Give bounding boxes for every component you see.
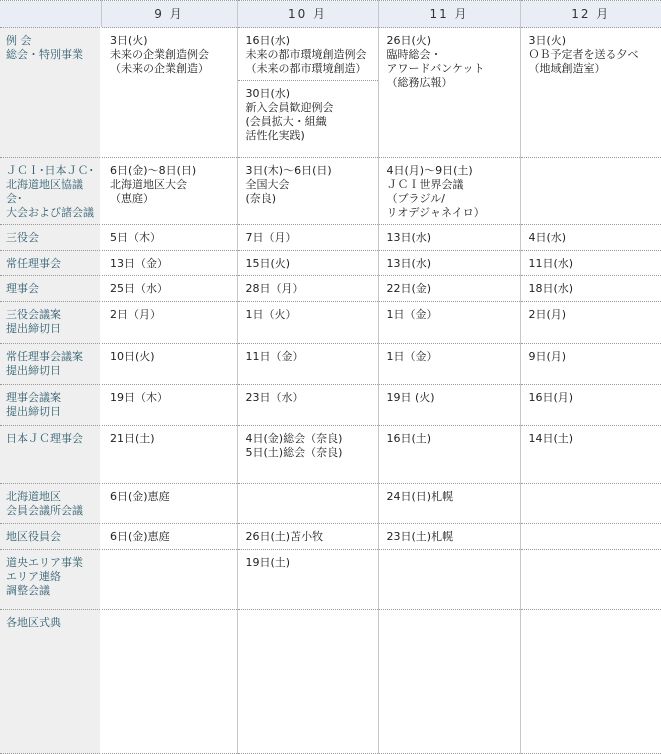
schedule-cell (520, 484, 661, 524)
schedule-cell (520, 524, 661, 550)
row-label: 三役会議案 提出締切日 (0, 302, 101, 344)
schedule-cell: 10日(火) (101, 344, 237, 385)
schedule-cell (520, 610, 661, 754)
table-row (0, 251, 661, 276)
schedule-cell: 6日(金)恵庭 (101, 484, 237, 524)
schedule-cell: 15日(火) (237, 251, 378, 276)
schedule-cell: 19日(土) (237, 550, 378, 610)
schedule-cell: 22日(金) (378, 276, 520, 302)
row-label: 三役会 (0, 225, 101, 251)
schedule-cell (237, 610, 378, 754)
schedule-cell: 1日（金） (378, 302, 520, 344)
schedule-cell: 1日（金） (378, 344, 520, 385)
schedule-cell: 1日（火） (237, 302, 378, 344)
row-label: 理事会議案 提出締切日 (0, 385, 101, 426)
schedule-cell: 14日(土) (520, 426, 661, 484)
schedule-cell: 21日(土) (101, 426, 237, 484)
schedule-cell (237, 484, 378, 524)
schedule-cell (237, 28, 378, 158)
table-row (0, 344, 661, 385)
row-label: 日本ＪＣ理事会 (0, 426, 101, 484)
schedule-cell: 2日（月） (101, 302, 237, 344)
row-label: 常任理事会 (0, 251, 101, 276)
schedule-cell: 5日（木） (101, 225, 237, 251)
schedule-cell: 19日（木） (101, 385, 237, 426)
table-row (0, 426, 661, 484)
table-row (0, 276, 661, 302)
schedule-cell: 2日(月) (520, 302, 661, 344)
schedule-cell: 11日（金） (237, 344, 378, 385)
schedule-cell: 3日(木)～6日(日) 全国大会 (奈良) (237, 158, 378, 225)
schedule-cell: 26日(火) 臨時総会・ アワードバンケット （総務広報） (378, 28, 520, 158)
corner-cell (0, 1, 101, 28)
table-row (0, 28, 661, 158)
schedule-cell: 16日(月) (520, 385, 661, 426)
table-row (0, 524, 661, 550)
schedule-cell: 18日(水) (520, 276, 661, 302)
schedule-cell: 6日(金)恵庭 (101, 524, 237, 550)
table-row (0, 302, 661, 344)
table-row (0, 225, 661, 251)
schedule-cell: 3日(火) 未来の企業創造例会 （未来の企業創造） (101, 28, 237, 158)
table-row (0, 484, 661, 524)
schedule-cell: 23日（水） (237, 385, 378, 426)
row-label: 北海道地区 会員会議所会議 (0, 484, 101, 524)
schedule-cell (520, 158, 661, 225)
schedule-cell: 11日(水) (520, 251, 661, 276)
event-entry: 30日(水) 新入会員歓迎例会 (会員拡大・組織 活性化実践) (245, 87, 334, 142)
schedule-cell: 13日(水) (378, 251, 520, 276)
event-entry: 16日(水) 未来の都市環境創造例会 （未来の都市環境創造） (238, 28, 378, 81)
schedule-cell: 19日 (火) (378, 385, 520, 426)
table-row (0, 385, 661, 426)
schedule-cell (101, 610, 237, 754)
schedule-cell: 4日(金)総会（奈良) 5日(土)総会（奈良) (237, 426, 378, 484)
header-row (0, 1, 661, 28)
table-row (0, 158, 661, 225)
row-label: 例 会 総会・特別事業 (0, 28, 101, 158)
schedule-cell: 26日(土)苫小牧 (237, 524, 378, 550)
row-label: 各地区式典 (0, 610, 101, 754)
schedule-cell: 25日（水） (101, 276, 237, 302)
schedule-cell: 4日(水) (520, 225, 661, 251)
row-label: ＪＣＩ･日本ＪＣ･ 北海道地区協議会･ 大会および諸会議 (0, 158, 101, 225)
schedule-cell: 13日(水) (378, 225, 520, 251)
schedule-cell: 16日(土) (378, 426, 520, 484)
schedule-cell: 24日(日)札幌 (378, 484, 520, 524)
schedule-cell: 3日(火) ＯＢ予定者を送る夕べ （地域創造室） (520, 28, 661, 158)
table-row (0, 610, 661, 754)
table-row (0, 550, 661, 610)
schedule-cell: 7日（月） (237, 225, 378, 251)
schedule-cell: 6日(金)～8日(日) 北海道地区大会 （恵庭） (101, 158, 237, 225)
schedule-cell: 28日（月） (237, 276, 378, 302)
row-label: 理事会 (0, 276, 101, 302)
month-header: 10 月 (237, 1, 378, 28)
schedule-cell (101, 550, 237, 610)
month-header: 12 月 (520, 1, 661, 28)
schedule-cell: 9日(月) (520, 344, 661, 385)
schedule-cell: 4日(月)～9日(土) ＪＣＩ世界会議 （ブラジル/ リオデジャネイロ） (378, 158, 520, 225)
schedule-cell: 23日(土)札幌 (378, 524, 520, 550)
month-header: 9 月 (101, 1, 237, 28)
schedule-cell (378, 550, 520, 610)
row-label: 地区役員会 (0, 524, 101, 550)
month-header: 11 月 (378, 1, 520, 28)
schedule-cell (378, 610, 520, 754)
schedule-cell (520, 550, 661, 610)
schedule-cell: 13日（金） (101, 251, 237, 276)
row-label: 道央エリア事業 エリア連絡 調整会議 (0, 550, 101, 610)
row-label: 常任理事会議案 提出締切日 (0, 344, 101, 385)
